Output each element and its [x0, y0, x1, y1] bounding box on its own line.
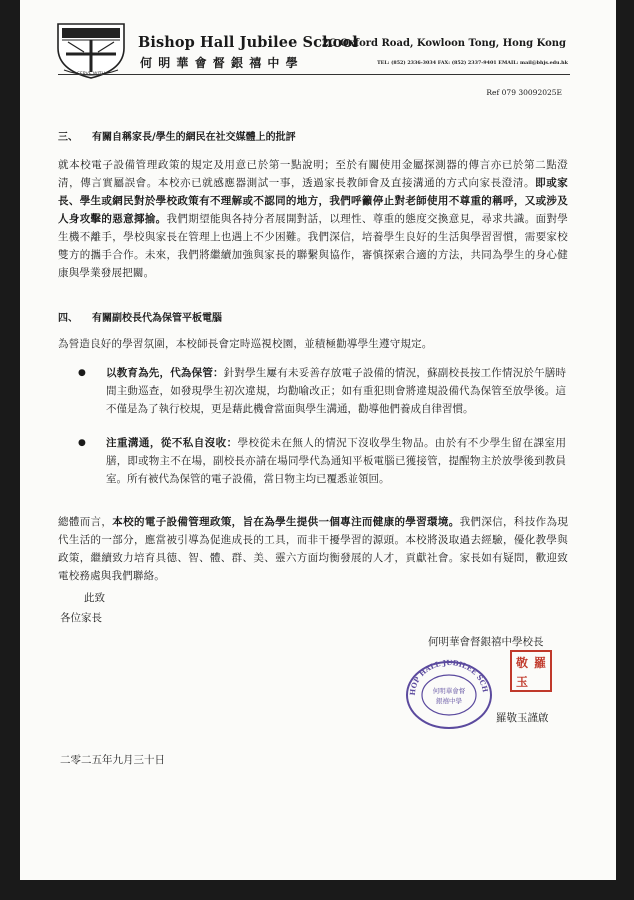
section-three-heading [58, 128, 296, 143]
signatory-name: 羅敬玉謹啟 [496, 712, 549, 724]
school-contact-line: TEL: (852) 2336-3034 FAX: (852) 2337-9401 EMAIL: mail@bhjs.edu.hk [377, 60, 568, 66]
section-three-title: 有關自稱家長/學生的網民在社交媒體上的批評 [92, 132, 296, 143]
svg-text:玉: 玉 [515, 675, 529, 689]
section-three-text-tail: 我們期望能與各持分者展開對話，以理性、尊重的態度交換意見，尋求共識。面對學生機不離手，學校與家長在管理上也遇上不少困難。我們深信，培養學生良好的生活與學習習慣，需要家校雙方的攜手合作。未來，我們將繼續加強與家長的聯繫與協作，審慎探索合適的方法，共同為學生的身心健康與學業發展把關。 [58, 213, 568, 279]
personal-seal [510, 650, 552, 692]
svg-text:何明華會督: 何明華會督 [432, 687, 466, 695]
bullet-lead: 注重溝通，從不私自沒收： [106, 437, 238, 449]
section-four-intro: 為營造良好的學習氛圍，本校師長會定時巡視校園，並積極勸導學生遵守規定。 [58, 338, 433, 350]
summary-lead: 總體而言， [58, 516, 113, 528]
svg-text:BISHOP HALL JUBILEE SCHOOL: HOP HALL JUBILEE SCH [407, 657, 490, 696]
svg-text:SERVE WITH: SERVE WITH [77, 72, 105, 77]
addressee: 各位家長 [60, 612, 102, 624]
summary-bold-text: 本校的電子設備管理政策，旨在為學生提供一個專注而健康的學習環境。 [112, 516, 460, 528]
bullet-icon: ● [78, 368, 86, 378]
letter-date: 二零二五年九月三十日 [60, 754, 165, 766]
section-three-paragraph [58, 156, 568, 282]
school-crest-icon [56, 18, 126, 80]
bullet-lead: 以教育為先，代為保管： [106, 367, 224, 379]
section-three-bold-text: 即或家長、學生或網民對於學校政策有不理解或不認同的地方，我們呼籲停止對老師使用不尊重的稱呼，又或涉及人身攻擊的惡意揶揄。 [58, 177, 568, 225]
summary-paragraph [58, 513, 568, 585]
bullet-icon: ● [78, 438, 86, 448]
section-four-number: 四、 [58, 313, 78, 324]
section-three-text: 就本校電子設備管理政策的規定及用意已於第一點說明；至於有關使用金屬探測器的傳言亦已於第二點澄清，傳言實屬誤會。本校亦已就感應器測試一事，透過家長教師會及直接溝通的方式向家長澄清。 [58, 159, 568, 189]
summary-text: 我們深信，科技作為現代生活的一部分，應當被引導為促進成長的工具，而非干擾學習的源頭。本校將汲取過去經驗，優化教學與政策，繼續致力培育具德、智、體、群、美、靈六方面均衡發展的人才，貢獻社會。家長如有疑問，歡迎致電校務處與我們聯絡。 [58, 516, 569, 582]
bullet-text: 針對學生屢有未妥善存放電子設備的情況，蘇副校長按工作情況於午膳時間主動巡查，如發現學生初次違規，均勸喻改正；如有重犯則會將違規設備代為保管至放學後。這不僅是為了執行校規，更是藉此機會當面與學生溝通，勸導他們養成自律習慣。 [106, 367, 567, 415]
reference-number: Ref 079 30092025E [486, 88, 562, 97]
school-stamp [403, 655, 495, 731]
svg-text:銀禧中學: 銀禧中學 [436, 697, 462, 705]
list-item [80, 364, 566, 418]
school-name-english: Bishop Hall Jubilee School [138, 34, 358, 51]
svg-text:羅: 羅 [533, 656, 547, 670]
letterhead-divider [58, 74, 570, 75]
school-name-chinese: 何明華會督銀禧中學 [140, 56, 304, 70]
salutation: 此致 [84, 592, 105, 604]
list-item [80, 434, 566, 488]
bullet-text: 學校從未在無人的情況下沒收學生物品。由於有不少學生留在課室用膳，即或物主不在場，副校長亦請在場同學代為通知平板電腦已獲接管，提醒物主於放學後到教員室。所有被代為保管的電子設備，當日物主均已覆悉並領回。 [106, 437, 567, 485]
letter-page [20, 0, 616, 880]
school-address: 2C Oxford Road, Kowloon Tong, Hong Kong [321, 38, 566, 49]
signatory-title: 何明華會督銀禧中學校長 [428, 636, 544, 648]
section-four-heading [58, 309, 222, 324]
section-three-number: 三、 [58, 132, 78, 143]
svg-text:敬: 敬 [515, 656, 529, 670]
section-four-title: 有關副校長代為保管平板電腦 [92, 313, 222, 324]
